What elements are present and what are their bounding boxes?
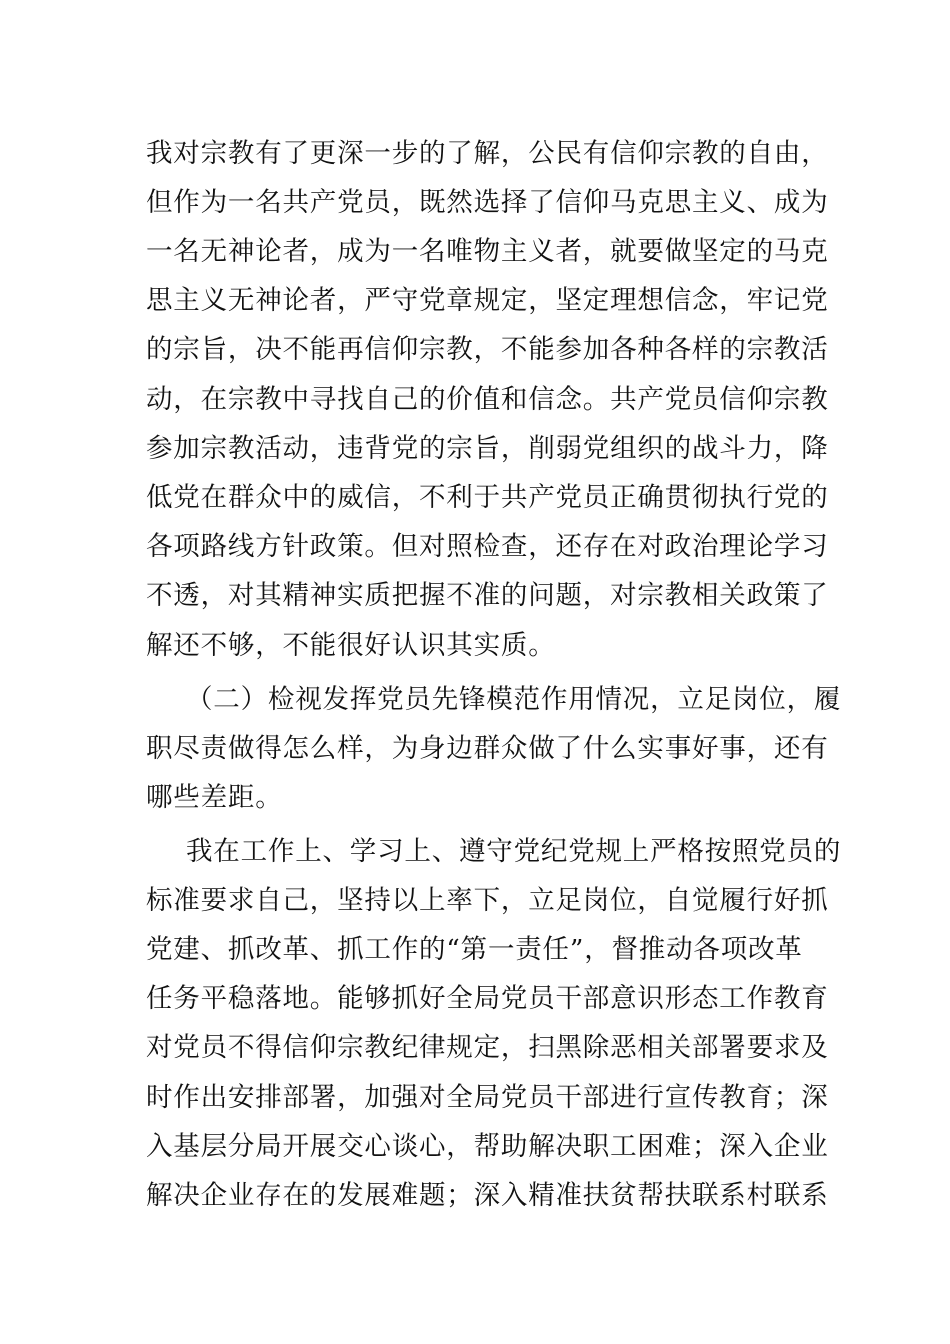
paragraph-3-line-5: 对党员不得信仰宗教纪律规定，扫黑除恶相关部署要求及	[146, 1032, 829, 1063]
paragraph-1-line-11: 解还不够，不能很好认识其实质。	[146, 630, 556, 661]
section-heading-line-3: 哪些差距。	[146, 782, 283, 813]
paragraph-1-line-9: 各项路线方针政策。但对照检查，还存在对政治理论学习	[146, 531, 829, 562]
paragraph-1-line-1: 我对宗教有了更深一步的了解，公民有信仰宗教的自由，	[146, 138, 829, 169]
paragraph-3-line-2: 标准要求自己，坚持以上率下，立足岗位，自觉履行好抓	[146, 885, 829, 916]
paragraph-3-line-3: 党建、抓改革、抓工作的“第一责任”，督推动各项改革	[146, 934, 803, 965]
section-heading-line-1: （二）检视发挥党员先锋模范作用情况，立足岗位，履	[186, 684, 842, 715]
paragraph-1-line-4: 思主义无神论者，严守党章规定，坚定理想信念，牢记党	[146, 285, 829, 316]
paragraph-1-line-3: 一名无神论者，成为一名唯物主义者，就要做坚定的马克	[146, 236, 829, 267]
paragraph-1-line-2: 但作为一名共产党员，既然选择了信仰马克思主义、成为	[146, 187, 829, 218]
paragraph-3-line-6: 时作出安排部署，加强对全局党员干部进行宣传教育；深	[146, 1082, 829, 1113]
paragraph-3-line-4: 任务平稳落地。能够抓好全局党员干部意识形态工作教育	[146, 983, 829, 1014]
paragraph-1-line-5: 的宗旨，决不能再信仰宗教，不能参加各种各样的宗教活	[146, 334, 829, 365]
paragraph-3-line-1: 我在工作上、学习上、遵守党纪党规上严格按照党员的	[186, 836, 842, 867]
paragraph-1-line-8: 低党在群众中的威信，不利于共产党员正确贯彻执行党的	[146, 482, 829, 513]
paragraph-1-line-6: 动，在宗教中寻找自己的价值和信念。共产党员信仰宗教	[146, 384, 829, 415]
paragraph-1-line-7: 参加宗教活动，违背党的宗旨，削弱党组织的战斗力，降	[146, 433, 829, 464]
paragraph-1-line-10: 不透，对其精神实质把握不准的问题，对宗教相关政策了	[146, 580, 829, 611]
paragraph-3-line-7: 入基层分局开展交心谈心，帮助解决职工困难；深入企业	[146, 1131, 829, 1162]
paragraph-3-line-8: 解决企业存在的发展难题；深入精准扶贫帮扶联系村联系	[146, 1180, 829, 1211]
section-heading-line-2: 职尽责做得怎么样，为身边群众做了什么实事好事，还有	[146, 733, 829, 764]
